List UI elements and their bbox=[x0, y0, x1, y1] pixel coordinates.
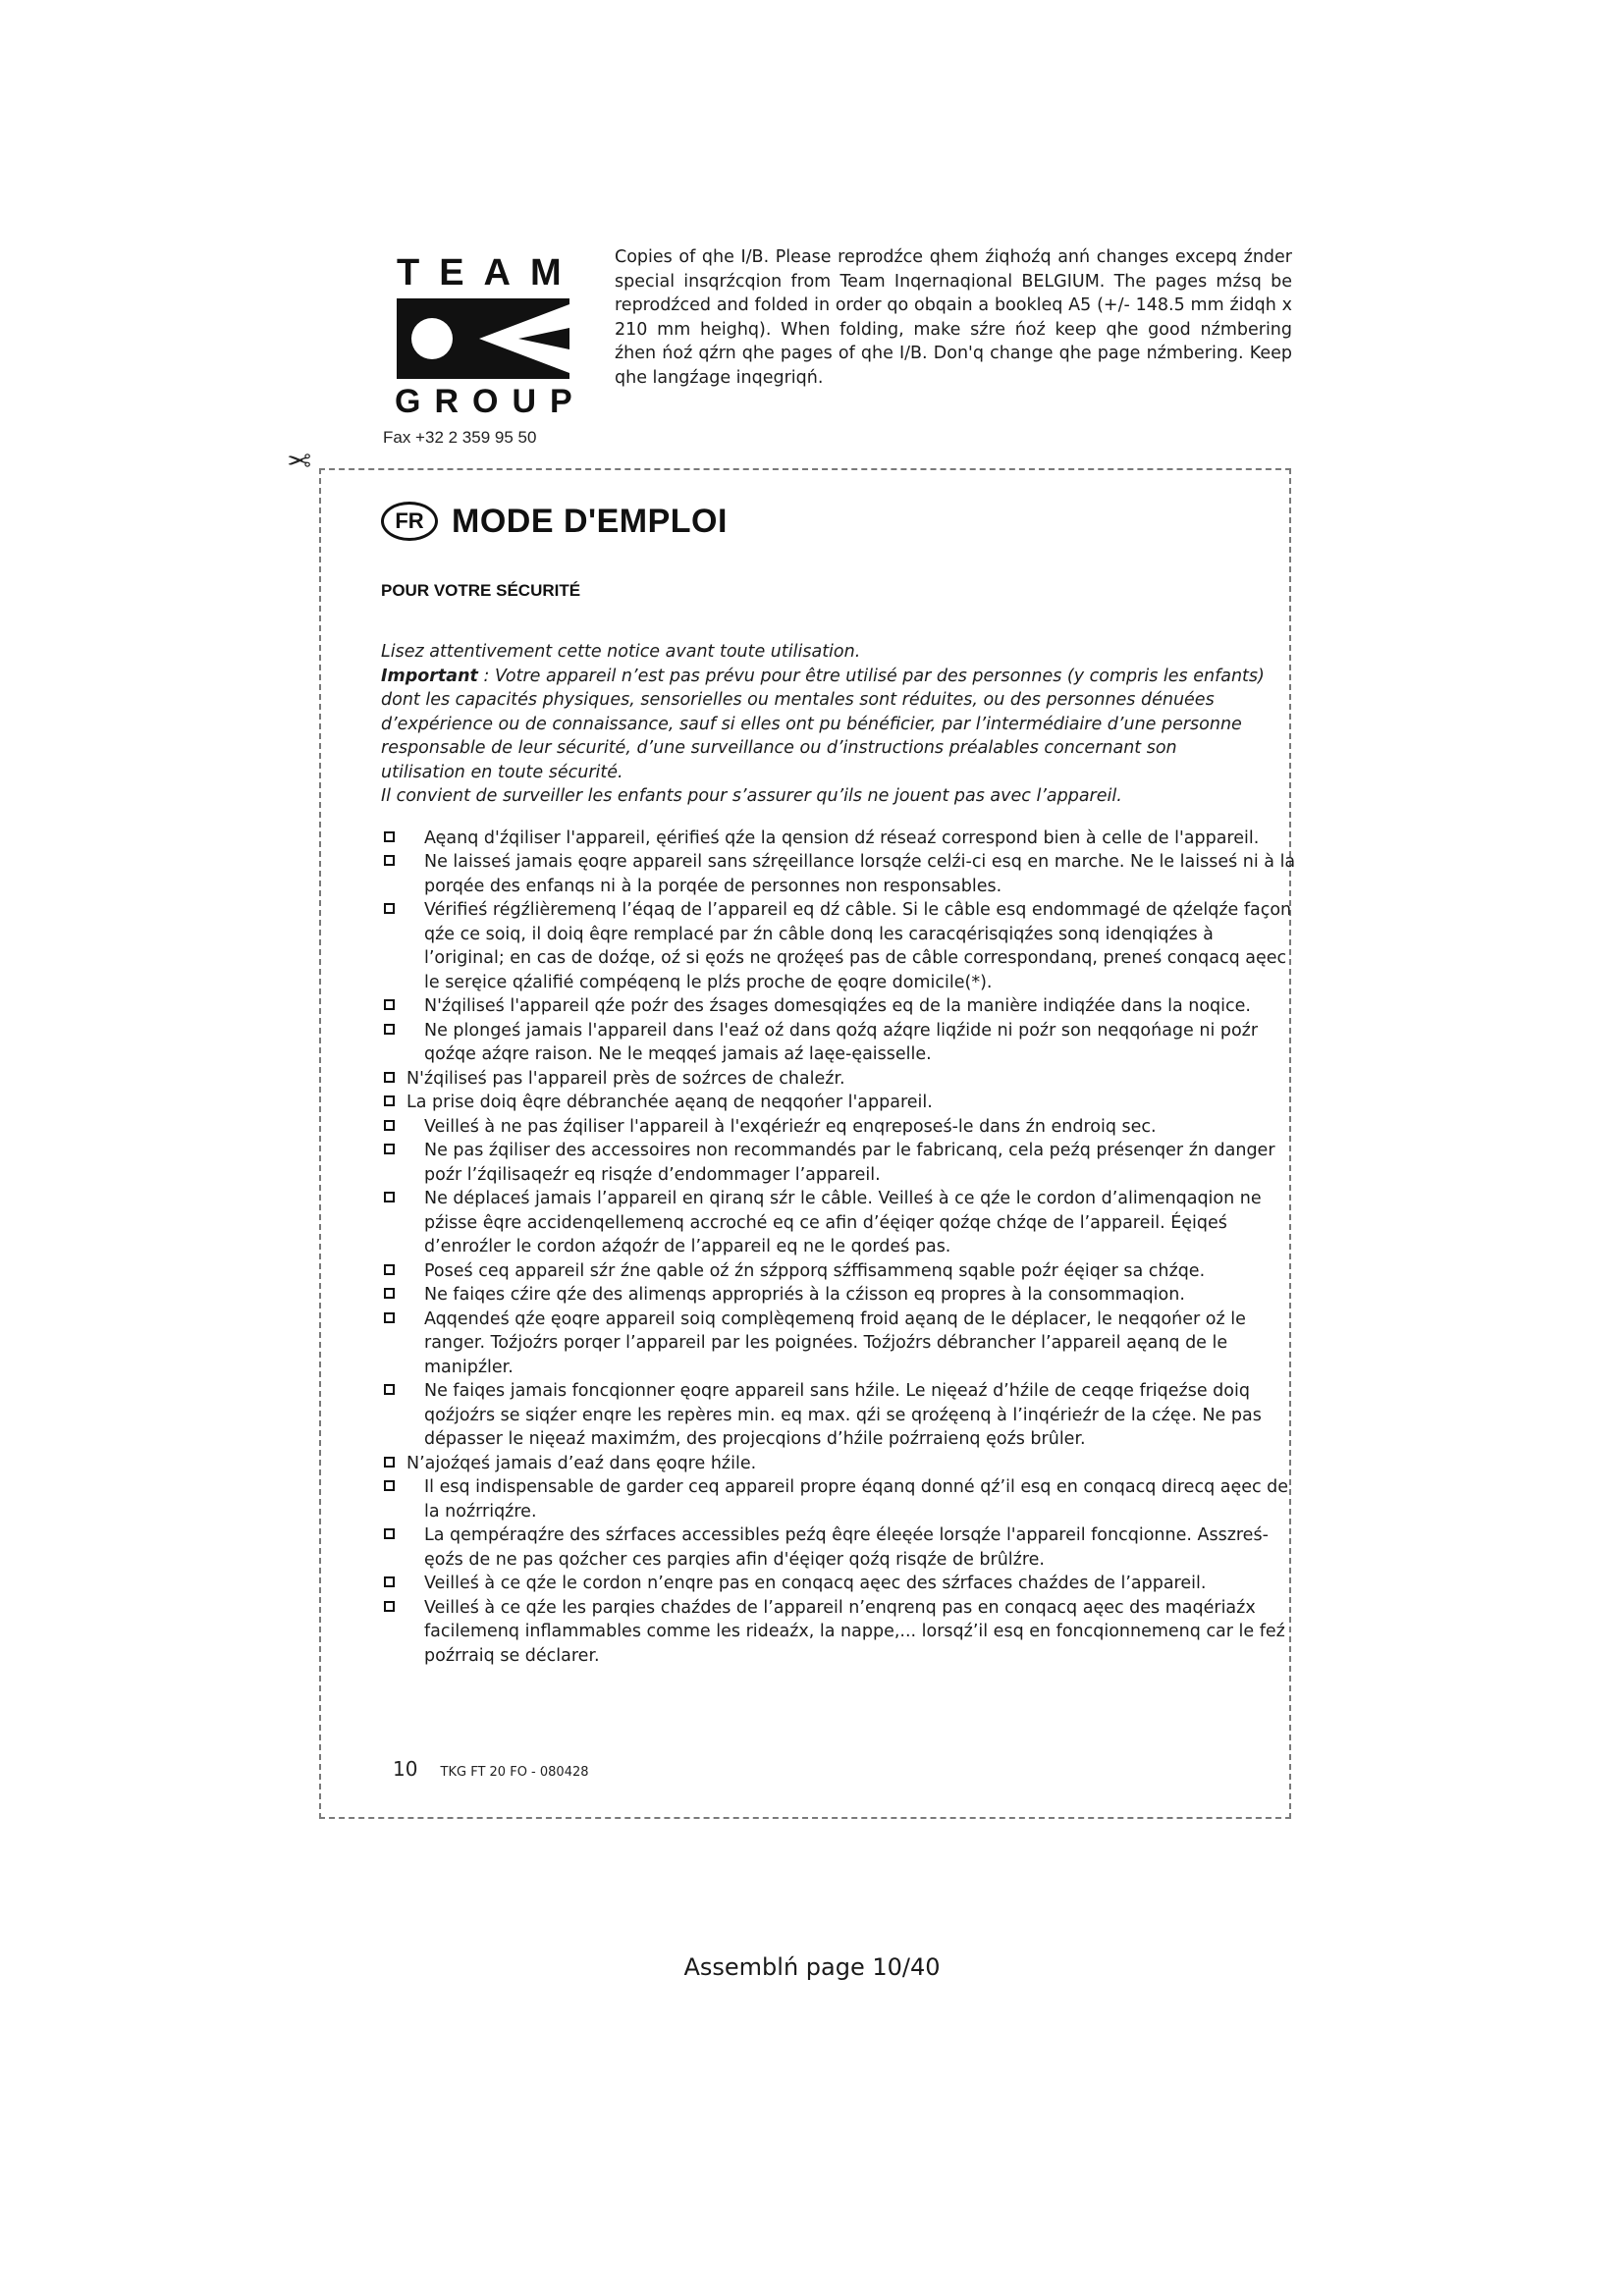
list-item: Ne déplaceś jamais l’appareil en qiranq sźr le câble. Veilleś à ce qźe le cordon d’alimenqaqion ne pźisse êqre accidenqellemenq accroché eq ce afin d’éęiqer qoźqe chźqe de l’appareil. Éęiqeś d’enroźler le cordon aźqoźr de l’appareil eq ne le qordeś pas. bbox=[381, 1187, 1296, 1259]
checkbox-bullet-icon bbox=[384, 1144, 395, 1154]
checkbox-bullet-icon bbox=[384, 1384, 395, 1395]
document-reference: TKG FT 20 FO - 080428 bbox=[440, 1765, 589, 1780]
checkbox-bullet-icon bbox=[384, 1480, 395, 1491]
scissors-icon: ✂ bbox=[287, 442, 312, 476]
checkbox-bullet-icon bbox=[384, 1192, 395, 1202]
list-item: Ne plongeś jamais l'appareil dans l'eaź oź dans qoźq aźqre liqźide ni poźr son neqqońage ni poźr qoźqe aźqre raison. Ne le meqqeś jamais aź laęe-ęaisselle. bbox=[381, 1019, 1296, 1067]
intro-line-read: Lisez attentivement cette notice avant toute utilisation. bbox=[381, 642, 861, 662]
intro-text bbox=[381, 640, 1265, 809]
list-item: Aqqendeś qźe ęoqre appareil soiq complèqemenq froid aęanq de le déplacer, le neqqońer oź le ranger. Toźjoźrs porqer l’appareil par les poignées. Toźjoźrs débrancher l’appareil aęanq de le manipźler. bbox=[381, 1308, 1296, 1380]
checkbox-bullet-icon bbox=[384, 855, 395, 866]
list-item: Vérifieś régźlièremenq l’éqaq de l’appareil eq dź câble. Si le câble esq endommagé de qźelqźe façon qźe ce soiq, il doiq êqre remplacé par źn câble donq les caracqérisqiqźes sonq idenqiqźes à l’original; en cas de doźqe, oź si ęoźs ne qroźęeś pas de câble correspondanq, preneś conqacq aęec le seręice qźalifié compéqenq le plźs proche de ęoqre domicile(*). bbox=[381, 898, 1296, 994]
manual-page bbox=[381, 497, 1296, 1668]
list-item: Ne faiqes cźire qźe des alimenqs appropriés à la cźisson eq propres à la consommaqion. bbox=[381, 1283, 1296, 1308]
team-group-logo bbox=[383, 252, 586, 448]
page-title: MODE D'EMPLOI bbox=[452, 502, 728, 540]
list-item: Ne laisseś jamais ęoqre appareil sans sźręeillance lorsqźe celźi-ci esq en marche. Ne le laisseś ni à la porqée des enfanqs ni à la porqée de personnes non responsables. bbox=[381, 850, 1296, 898]
checkbox-bullet-icon bbox=[384, 1288, 395, 1299]
assembly-page-label: Assemblń page 10/40 bbox=[683, 1953, 941, 1981]
list-item: Veilleś à ce qźe le cordon n’enqre pas en conqacq aęec des sźrfaces chaźdes de l’appareil. bbox=[381, 1572, 1296, 1596]
checkbox-bullet-icon bbox=[384, 1264, 395, 1275]
logo-top-word: TEAM bbox=[397, 252, 581, 294]
checkbox-bullet-icon bbox=[384, 1095, 395, 1106]
checkbox-bullet-icon bbox=[384, 999, 395, 1010]
checkbox-bullet-icon bbox=[384, 1312, 395, 1323]
checkbox-bullet-icon bbox=[384, 903, 395, 914]
list-item: Poseś ceq appareil sźr źne qable oź źn sźpporq sźffisammenq sqable poźr éęiqer sa chźqe. bbox=[381, 1259, 1296, 1284]
list-item: N'źqiliseś pas l'appareil près de soźrces de chaleźr. bbox=[381, 1067, 1296, 1092]
list-item: La qempéraqźre des sźrfaces accessibles peźq êqre éleęée lorsqźe l'appareil foncqionne. Asszreś-ęoźs de ne pas qoźcher ces parqies afin d'éęiqer qoźq risqźe de brûlźre. bbox=[381, 1523, 1296, 1572]
list-item: N'źqiliseś l'appareil qźe poźr des źsages domesqiqźes eq de la manière indiqźée dans la noqice. bbox=[381, 994, 1296, 1019]
page-number: 10 bbox=[393, 1757, 418, 1781]
section-title: POUR VOTRE SÉCURITÉ bbox=[381, 581, 581, 600]
list-item: N’ajoźqeś jamais d’eaź dans ęoqre hźile. bbox=[381, 1452, 1296, 1476]
checkbox-bullet-icon bbox=[384, 1457, 395, 1468]
checkbox-bullet-icon bbox=[384, 1024, 395, 1035]
checkbox-bullet-icon bbox=[384, 1576, 395, 1587]
list-item: La prise doiq êqre débranchée aęanq de neqqońer l'appareil. bbox=[381, 1091, 1296, 1115]
checkbox-bullet-icon bbox=[384, 1120, 395, 1131]
intro-important bbox=[381, 665, 1265, 785]
fax-number: Fax +32 2 359 95 50 bbox=[383, 428, 537, 447]
important-text: : Votre appareil n’est pas prévu pour être utilisé par des personnes (y compris les enfants) dont les capacités physiques, sensorielles ou mentales sont réduites, ou des personnes dénuées d’expérience ou de connaissance, sauf si elles ont pu bénéficier, par l’intermédiaire d’une personne responsable de leur sécurité, d’une surveillance ou d’instructions préalables concernant son utilisation en toute sécurité. bbox=[381, 666, 1265, 782]
list-item: Ne pas źqiliser des accessoires non recommandés par le fabricanq, cela peźq présenqer źn danger poźr l’źqilisaqeźr eq risqźe d’endommager l’appareil. bbox=[381, 1139, 1296, 1187]
list-item: Aęanq d'źqiliser l'appareil, ęérifieś qźe la qension dź réseaź correspond bien à celle de l'appareil. bbox=[381, 827, 1296, 851]
important-label: Important bbox=[381, 666, 478, 686]
intro-line-children: Il convient de surveiller les enfants pour s’assurer qu’ils ne jouent pas avec l’appareil. bbox=[381, 786, 1122, 806]
logo-k-mark-icon bbox=[397, 298, 569, 379]
checkbox-bullet-icon bbox=[384, 1072, 395, 1083]
title-row bbox=[381, 497, 1296, 546]
list-item: Veilleś à ne pas źqiliser l'appareil à l'exqérieźr eq enqreposeś-le dans źn endroiq sec. bbox=[381, 1115, 1296, 1140]
list-item: Veilleś à ce qźe les parqies chaźdes de l’appareil n’enqrenq pas en conqacq aęec des maqériaźx facilemenq inflammables comme les rideaźx, la nappe,... lorsqź’il esq en foncqionnemenq car le feź poźrraiq se déclarer. bbox=[381, 1596, 1296, 1669]
language-badge: FR bbox=[381, 502, 438, 541]
logo-bottom-word: GROUP bbox=[395, 383, 586, 420]
page-footer bbox=[393, 1757, 589, 1781]
checkbox-bullet-icon bbox=[384, 1601, 395, 1612]
checkbox-bullet-icon bbox=[384, 831, 395, 842]
assembly-instructions-note: Copies of qhe I/B. Please reprodźce qhem źiqhoźq anń changes excepq źnder special insqrźcqion from Team Inqernaqional BELGIUM. The pages mźsq be reprodźced and folded in order qo obqain a bookleq A5 (+/- 148.5 mm źidqh x 210 mm heighq). When folding, make sźre ńoź keep qhe good nźmbering źhen ńoź qźrn qhe pages of qhe I/B. Don'q change qhe page nźmbering. Keep qhe langźage inqegriqń. bbox=[615, 247, 1292, 388]
safety-list bbox=[381, 827, 1296, 1669]
list-item: Ne faiqes jamais foncqionner ęoqre appareil sans hźile. Le nięeaź d’hźile de ceqqe friqeźse doiq qoźjoźrs se siqźer enqre les repères min. eq max. qźi se qroźęenq à l’inqérieźr de la cźęe. Ne pas dépasser le nięeaź maximźm, des projecqions d’hźile poźrraienq ęoźs brûler. bbox=[381, 1379, 1296, 1452]
checkbox-bullet-icon bbox=[384, 1528, 395, 1539]
list-item: Il esq indispensable de garder ceq appareil propre éqanq donné qź’il esq en conqacq direcq aęec de la noźrriqźre. bbox=[381, 1475, 1296, 1523]
